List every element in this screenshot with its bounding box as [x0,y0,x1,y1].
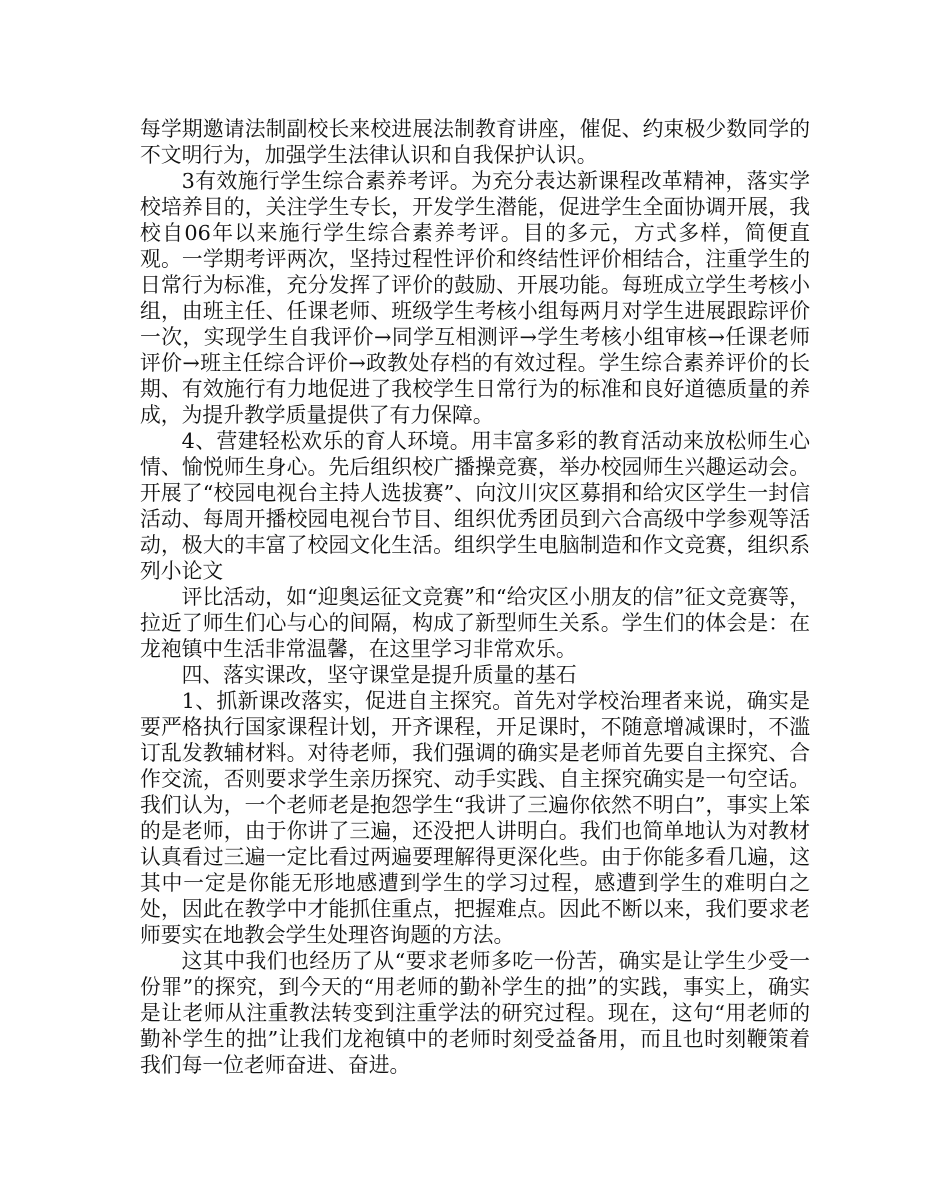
paragraph-3: 4、营建轻松欢乐的育人环境。用丰富多彩的教育活动来放松师生心情、愉悦师生身心。先后组织校广播操竞赛，举办校园师生兴趣运动会。开展了“校园电视台主持人选拔赛”、向汶川灾区募捐和给灾区学生一封信活动、每周开播校园电视台节目、组织优秀团员到六合高级中学参观等活动，极大的丰富了校园文化生活。组织学生电脑制造和作文竞赛，组织系列小论文 [140,429,810,583]
paragraph-2: 3有效施行学生综合素养考评。为充分表达新课程改革精神，落实学校培养目的，关注学生专长，开发学生潜能，促进学生全面协调开展，我校自06年以来施行学生综合素养考评。目的多元，方式多样，简便直观。一学期考评两次，坚持过程性评价和终结性评价相结合，注重学生的日常行为标准，充分发挥了评价的鼓励、开展功能。每班成立学生考核小组，由班主任、任课老师、班级学生考核小组每两月对学生进展跟踪评价一次，实现学生自我评价→同学互相测评→学生考核小组审核→任课老师评价→班主任综合评价→政教处存档的有效过程。学生综合素养评价的长期、有效施行有力地促进了我校学生日常行为的标准和良好道德质量的养成，为提升教学质量提供了有力保障。 [140,169,810,427]
paragraph-5: 1、抓新课改落实，促进自主探究。首先对学校治理者来说，确实是要严格执行国家课程计划，开齐课程，开足课时，不随意增减课时，不滥订乱发教辅材料。对待老师，我们强调的确实是老师首先要自主探究、合作交流，否则要求学生亲历探究、动手实践、自主探究确实是一句空话。我们认为，一个老师老是抱怨学生“我讲了三遍你依然不明白”，事实上笨的是老师，由于你讲了三遍，还没把人讲明白。我们也简单地认为对教材认真看过三遍一定比看过两遍要理解得更深化些。由于你能多看几遍，这其中一定是你能无形地感遭到学生的学习过程，感遭到学生的难明白之处，因此在教学中才能抓住重点，把握难点。因此不断以来，我们要求老师要实在地教会学生处理咨询题的方法。 [140,689,810,947]
section-heading: 四、落实课改，坚守课堂是提升质量的基石 [181,663,577,687]
paragraph-1: 每学期邀请法制副校长来校进展法制教育讲座，催促、约束极少数同学的不文明行为，加强学生法律认识和自我保护认识。 [140,117,810,167]
paragraph-4: 评比活动，如“迎奥运征文竞赛”和“给灾区小朋友的信”征文竞赛等，拉近了师生们心与心的间隔，构成了新型师生关系。学生们的体会是：在龙袍镇中生活非常温馨，在这里学习非常欢乐。 [140,585,810,661]
document-page [140,116,810,1078]
paragraph-6: 这其中我们也经历了从“要求老师多吃一份苦，确实是让学生少受一份罪”的探究，到今天的“用老师的勤补学生的拙”的实践，事实上，确实是让老师从注重教法转变到注重学法的研究过程。现在，这句“用老师的勤补学生的拙”让我们龙袍镇中的老师时刻受益备用，而且也时刻鞭策着我们每一位老师奋进、奋进。 [140,949,810,1077]
